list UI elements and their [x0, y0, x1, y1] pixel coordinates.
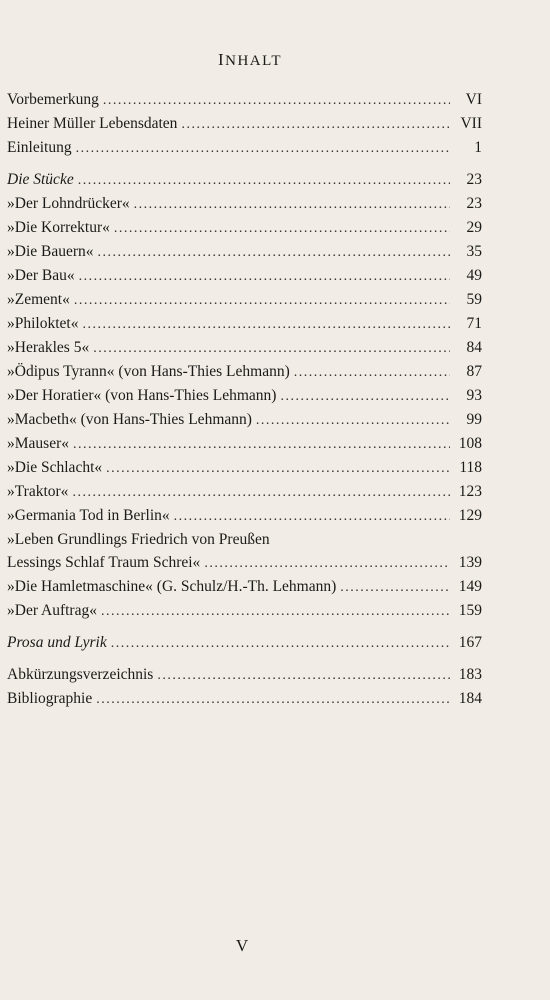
toc-entry-page: 93 — [466, 387, 482, 404]
page-number: V — [235, 936, 249, 955]
leader-dots — [103, 89, 450, 112]
toc-entry-page: 159 — [458, 602, 482, 619]
toc-entry-title: Prosa und Lyrik — [7, 634, 107, 651]
toc-entry — [7, 360, 482, 384]
leader-dots — [96, 688, 450, 711]
toc-entry-title: Die Stücke — [7, 171, 74, 188]
leader-dots — [256, 409, 450, 432]
toc-heading-initial: I — [217, 50, 226, 69]
toc-entry-title: »Der Lohndrücker« — [7, 195, 130, 212]
toc-entry — [7, 599, 482, 623]
toc-entry-page: 149 — [458, 578, 482, 595]
leader-dots — [111, 632, 450, 655]
leader-dots — [78, 169, 450, 192]
toc-entry-title: »Der Bau« — [7, 267, 75, 284]
toc-entry — [7, 88, 482, 112]
toc-entry-page: 29 — [466, 219, 482, 236]
toc-entry-page: 139 — [458, 554, 482, 571]
toc-entry-title: »Ödipus Tyrann« (von Hans-Thies Lehmann) — [7, 363, 290, 380]
toc-entry-title: Vorbemerkung — [7, 91, 99, 108]
toc-entry — [7, 432, 482, 456]
leader-dots — [294, 361, 450, 384]
leader-dots — [101, 600, 450, 623]
leader-dots — [280, 385, 450, 408]
toc-entry-title: »Der Horatier« (von Hans-Thies Lehmann) — [7, 387, 277, 404]
toc-entry-page: VII — [460, 115, 482, 132]
toc-entry-title: Lessings Schlaf Traum Schrei« — [7, 554, 201, 571]
toc-entry-page: 49 — [466, 267, 482, 284]
toc-entry-title: »Zement« — [7, 291, 70, 308]
leader-dots — [79, 265, 450, 288]
leader-dots — [98, 241, 450, 264]
toc-entry-page: 108 — [458, 435, 482, 452]
toc-entry-page: 59 — [466, 291, 482, 308]
toc-entry-title: »Philoktet« — [7, 315, 79, 332]
toc-entry — [7, 312, 482, 336]
toc-entry-page: VI — [465, 91, 482, 108]
toc-entry — [7, 408, 482, 432]
leader-dots — [73, 433, 450, 456]
toc-entry-page: 84 — [466, 339, 482, 356]
leader-dots — [76, 137, 450, 160]
toc-entry — [7, 336, 482, 360]
toc-entry-title: »Die Schlacht« — [7, 459, 103, 476]
toc-entry-title: »Germania Tod in Berlin« — [7, 507, 170, 524]
toc-entry-page: 118 — [459, 459, 482, 476]
toc-entry-title: Bibliographie — [7, 690, 93, 707]
toc-heading — [0, 50, 500, 70]
toc-entry-page: 23 — [466, 195, 482, 212]
toc-entry-title: Heiner Müller Lebensdaten — [7, 115, 178, 132]
toc-section-entry — [7, 631, 482, 655]
toc-entry-title: »Die Bauern« — [7, 243, 94, 260]
toc-entry-title: »Die Hamletmaschine« (G. Schulz/H.-Th. Lehmann) — [7, 578, 337, 595]
toc-entry — [7, 136, 482, 160]
toc-entry — [7, 216, 482, 240]
toc-entry-title: Einleitung — [7, 139, 72, 156]
toc-entry-page: 1 — [474, 139, 482, 156]
leader-dots — [74, 289, 450, 312]
toc-entry — [7, 192, 482, 216]
toc-entry-page: 99 — [466, 411, 482, 428]
leader-dots — [181, 113, 450, 136]
toc-entry-page: 23 — [466, 171, 482, 188]
toc-entry-page: 184 — [458, 690, 482, 707]
toc-entry — [7, 264, 482, 288]
toc-entry-page: 71 — [466, 315, 482, 332]
toc-entry-title: Abkürzungsverzeichnis — [7, 666, 154, 683]
leader-dots — [204, 552, 450, 575]
toc-entry-title: »Leben Grundlings Friedrich von Preußen — [7, 531, 270, 548]
toc-entry — [7, 480, 482, 504]
toc-section-entry — [7, 168, 482, 192]
toc-entry — [7, 112, 482, 136]
toc-entry-title: »Traktor« — [7, 483, 69, 500]
toc-entry-page: 35 — [466, 243, 482, 260]
toc-entry-page: 123 — [458, 483, 482, 500]
leader-dots — [134, 193, 450, 216]
toc-entry — [7, 456, 482, 480]
toc-entry-title: »Herakles 5« — [7, 339, 90, 356]
leader-dots — [72, 481, 450, 504]
toc-entry — [7, 551, 482, 575]
toc-entry — [7, 384, 482, 408]
toc-entry-page: 129 — [458, 507, 482, 524]
toc-entry-page: 167 — [458, 634, 482, 651]
toc-entry-title: »Der Auftrag« — [7, 602, 97, 619]
toc-entry — [7, 575, 482, 599]
leader-dots — [82, 313, 450, 336]
toc-entry-title: »Macbeth« (von Hans-Thies Lehmann) — [7, 411, 252, 428]
toc-entry — [7, 687, 482, 711]
toc-heading-rest: NHALT — [225, 53, 283, 69]
toc-entry — [7, 528, 482, 551]
toc-entry — [7, 504, 482, 528]
leader-dots — [114, 217, 450, 240]
leader-dots — [340, 576, 450, 599]
toc-entry — [7, 288, 482, 312]
toc-entry-page: 183 — [458, 666, 482, 683]
leader-dots — [106, 457, 450, 480]
leader-dots — [174, 505, 450, 528]
toc-entry-title: »Mauser« — [7, 435, 69, 452]
toc-entry — [7, 663, 482, 687]
leader-dots — [157, 664, 450, 687]
toc-entry-page: 87 — [466, 363, 482, 380]
table-of-contents — [7, 88, 482, 711]
toc-entry — [7, 240, 482, 264]
leader-dots — [93, 337, 450, 360]
toc-entry-title: »Die Korrektur« — [7, 219, 110, 236]
